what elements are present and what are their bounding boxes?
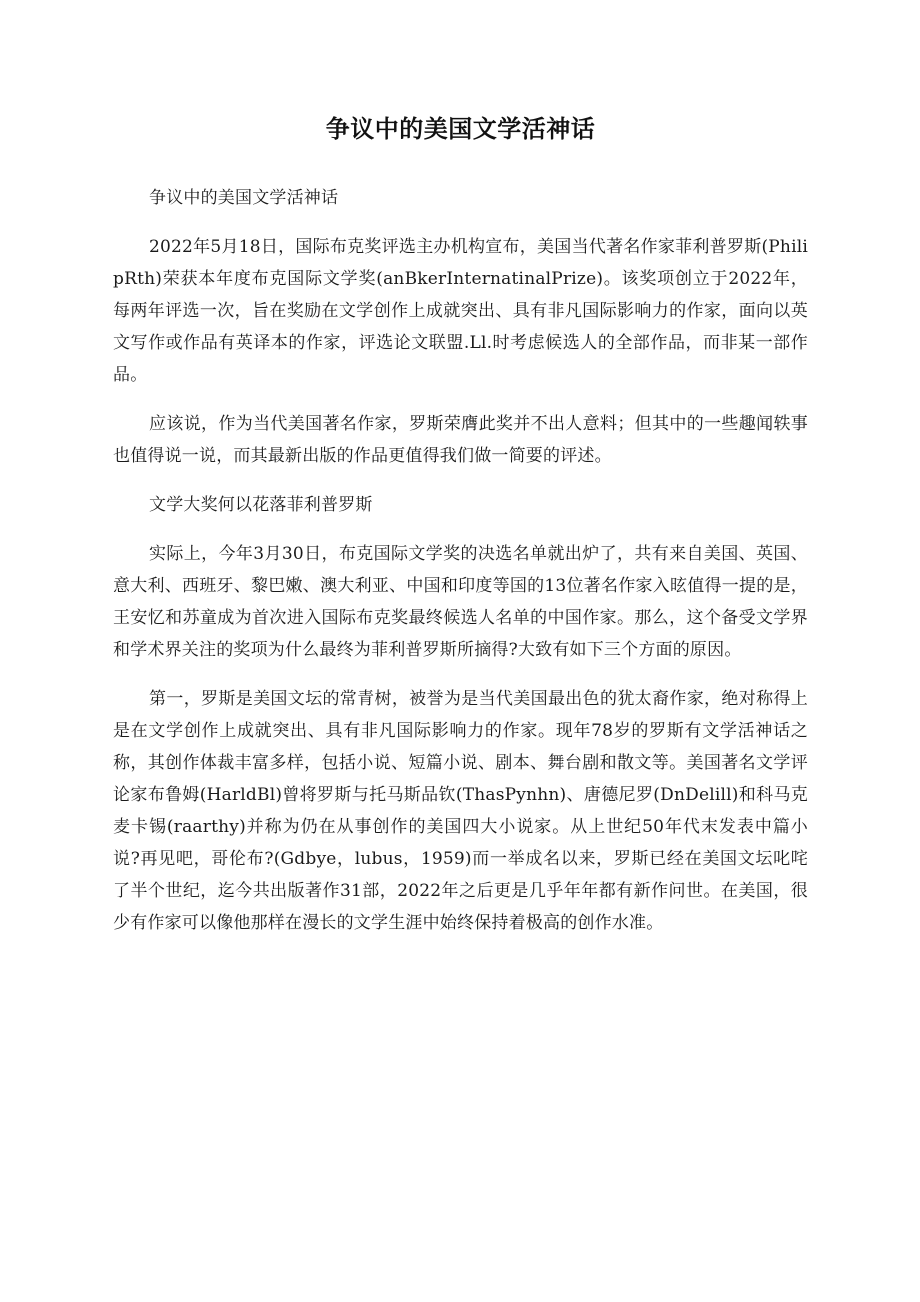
- paragraph-commentary: 应该说，作为当代美国著名作家，罗斯荣膺此奖并不出人意料；但其中的一些趣闻轶事也值得说一说，而其最新出版的作品更值得我们做一简要的评述。: [113, 414, 808, 466]
- paragraph-award-announcement: 2022年5月18日，国际布克奖评选主办机构宣布，美国当代著名作家菲利普罗斯(PhilipRth)荣获本年度布克国际文学奖(anBkerInternatinalPrize)。该奖项创立于2022年，每两年评选一次，旨在奖励在文学创作上成就突出、具有非凡国际影响力的作家，面向以英文写作或作品有英译本的作家，评选论文联盟.Ll.时考虑候选人的全部作品，而非某一部作品。: [113, 237, 808, 385]
- section-heading: 文学大奖何以花落菲利普罗斯: [149, 495, 373, 515]
- document-body: [113, 182, 808, 939]
- document-page: [113, 0, 808, 956]
- paragraph-shortlist: 实际上，今年3月30日，布克国际文学奖的决选名单就出炉了，共有来自美国、英国、意大利、西班牙、黎巴嫩、澳大利亚、中国和印度等国的13位著名作家入昡值得一提的是，王安忆和苏童成为首次进入国际布克奖最终候选人名单的中国作家。那么，这个备受文学界和学术界关注的奖项为什么最终为菲利普罗斯所摘得?大致有如下三个方面的原因。: [113, 544, 808, 660]
- paragraph-first-reason: 第一，罗斯是美国文坛的常青树，被誉为是当代美国最出色的犹太裔作家，绝对称得上是在文学创作上成就突出、具有非凡国际影响力的作家。现年78岁的罗斯有文学活神话之称，其创作体裁丰富多样，包括小说、短篇小说、剧本、舞台剧和散文等。美国著名文学评论家布鲁姆(HarldBl)曾将罗斯与托马斯品钦(ThasPynhn)、唐德尼罗(DnDelill)和科马克麦卡锡(raarthy)并称为仍在从事创作的美国四大小说家。从上世纪50年代末发表中篇小说?再见吧，哥伦布?(Gdbye，lubus，1959)而一举成名以来，罗斯已经在美国文坛叱咤了半个世纪，迄今共出版著作31部，2022年之后更是几乎年年都有新作问世。在美国，很少有作家可以像他那样在漫长的文学生涯中始终保持着极高的创作水准。: [113, 689, 808, 933]
- subtitle-paragraph: 争议中的美国文学活神话: [149, 188, 339, 208]
- document-title: 争议中的美国文学活神话: [325, 115, 596, 143]
